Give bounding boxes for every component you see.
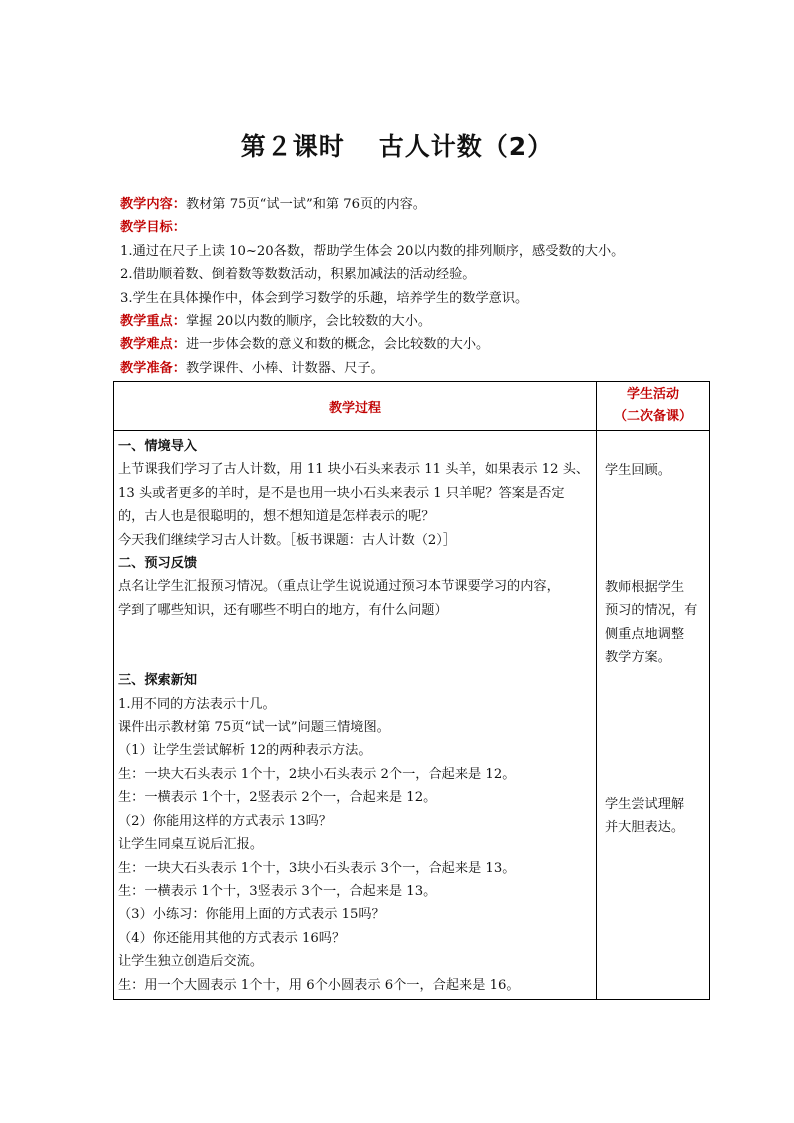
section-heading: 一、情境导入 <box>118 439 198 454</box>
activity-review: 学生回顾。 <box>605 463 671 478</box>
process-line: 今天我们继续学习古人计数。［板书课题：古人计数（2）］ <box>118 532 457 548</box>
process-line: 生：一横表示 1个十，3竖表示 3个一，合起来是 13。 <box>118 883 437 899</box>
process-line: 学到了哪些知识，还有哪些不明白的地方，有什么问题） <box>118 602 448 618</box>
header-process: 教学过程 <box>114 382 597 431</box>
process-line: 13 头或者更多的羊时，是不是也用一块小石头来表示 1 只羊呢？答案是否定 <box>118 485 565 501</box>
teaching-goals-label: 教学目标： <box>120 220 186 236</box>
process-line: （3）小练习：你能用上面的方式表示 15吗？ <box>118 907 385 923</box>
process-line: 让学生同桌互说后汇报。 <box>118 837 264 853</box>
page-title <box>0 127 794 163</box>
process-cell <box>114 431 597 1000</box>
process-line: 生：用一个大圆表示 1个十，用 6个小圆表示 6个一，合起来是 16。 <box>118 977 520 993</box>
process-line: 的，古人也是很聪明的，想不想知道是怎样表示的呢？ <box>118 509 435 525</box>
section-heading: 二、预习反馈 <box>118 556 198 572</box>
lesson-number: 第２课时 <box>240 132 345 161</box>
teaching-preparation: 教学准备：教学课件、小棒、计数器、尺子。 <box>120 360 384 376</box>
activity-cell <box>597 431 710 1000</box>
activity-adjust: 教师根据学生 预习的情况，有 侧重点地调整 教学方案。 <box>605 580 698 666</box>
goal-3: 3.学生在具体操作中，体会到学习数学的乐趣，培养学生的数学意识。 <box>120 290 529 306</box>
teaching-difficulty: 教学难点：进一步体会数的意义和数的概念，会比较数的大小。 <box>120 337 490 353</box>
teaching-key-point: 教学重点：掌握 20以内数的顺序，会比较数的大小。 <box>120 313 432 329</box>
process-line: 生：一横表示 1个十，2竖表示 2个一，合起来是 12。 <box>118 790 437 806</box>
lesson-meta <box>120 193 720 380</box>
goal-1: 1.通过在尺子上读 10~20各数，帮助学生体会 20以内数的排列顺序，感受数的大小。 <box>120 243 625 259</box>
section-heading: 三、探索新知 <box>118 673 198 689</box>
process-line: 课件出示教材第 75页“试一试”问题三情境图。 <box>118 720 390 736</box>
table-header-row <box>114 382 710 431</box>
process-line: 生：一块大石头表示 1个十，3块小石头表示 3个一，合起来是 13。 <box>118 860 516 876</box>
process-line: 1.用不同的方法表示十几。 <box>118 696 276 712</box>
lesson-title: 古人计数（2） <box>378 132 554 161</box>
process-line: （1）让学生尝试解析 12的两种表示方法。 <box>118 743 372 759</box>
process-line: 点名让学生汇报预习情况。（重点让学生说说通过预习本节课要学习的内容， <box>118 579 560 595</box>
teaching-content: 教学内容：教材第 75页“试一试”和第 76页的内容。 <box>120 197 426 212</box>
process-line: 上节课我们学习了古人计数，用 11 块小石头来表示 11 头羊，如果表示 12 头、 <box>118 462 590 478</box>
goal-2: 2.借助顺着数、倒着数等数数活动，积累加减法的活动经验。 <box>120 267 476 283</box>
lesson-plan-table <box>113 381 710 1000</box>
header-activity: 学生活动 （二次备课） <box>597 382 710 431</box>
process-line: 生：一块大石头表示 1个十，2块小石头表示 2个一，合起来是 12。 <box>118 766 516 782</box>
process-line: 让学生独立创造后交流。 <box>118 954 264 970</box>
process-line: （2）你能用这样的方式表示 13吗？ <box>118 813 332 829</box>
process-line: （4）你还能用其他的方式表示 16吗？ <box>118 930 346 946</box>
activity-express: 学生尝试理解 并大胆表达。 <box>605 797 685 836</box>
table-body-row <box>114 431 710 1000</box>
